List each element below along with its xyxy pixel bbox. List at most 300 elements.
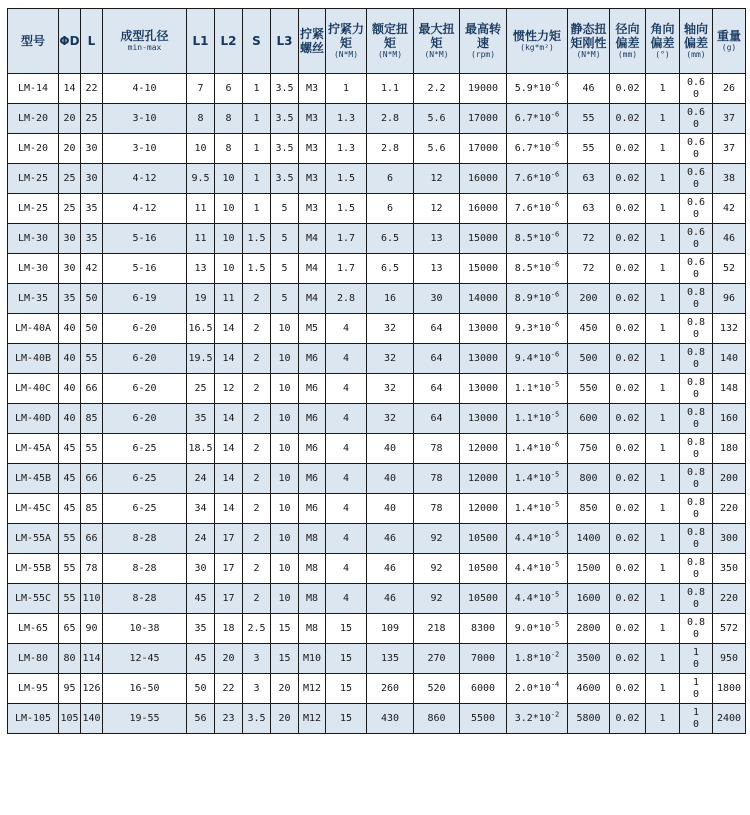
cell-tight-torque: 15 [326,614,367,644]
cell-l3: 10 [271,584,299,614]
cell-s: 1 [243,74,271,104]
header-radial: 径向偏差 (mm) [610,9,646,74]
cell-model: LM-65 [8,614,59,644]
axial-bottom: 0 [692,628,700,640]
table-row [8,494,746,524]
cell-screw: M12 [299,704,326,734]
cell-model: LM-40C [8,374,59,404]
cell-bore: 4-10 [103,74,187,104]
header-l: L [81,9,103,74]
inertia-exponent: -2 [550,710,560,719]
cell-angular: 1 [646,584,680,614]
cell-rated-torque: 6.5 [367,224,414,254]
cell-tight-torque: 4 [326,554,367,584]
cell-screw: M6 [299,434,326,464]
cell-od: 65 [59,614,81,644]
cell-tight-torque: 2.8 [326,284,367,314]
cell-max-torque: 5.6 [414,104,460,134]
cell-l1: 45 [187,644,215,674]
inertia-base: 6.7*10 [514,113,551,124]
header-rated-torque: 额定扭矩 (N*M) [367,9,414,74]
cell-max-torque: 78 [414,494,460,524]
table-row [8,194,746,224]
cell-stiffness: 550 [568,374,610,404]
cell-l1: 45 [187,584,215,614]
cell-l3: 10 [271,374,299,404]
cell-tight-torque: 1.7 [326,224,367,254]
cell-s: 1 [243,134,271,164]
cell-max-speed: 12000 [460,494,507,524]
cell-weight: 132 [713,314,746,344]
cell-bore: 12-45 [103,644,187,674]
cell-radial: 0.02 [610,614,646,644]
cell-radial: 0.02 [610,644,646,674]
cell-angular: 1 [646,554,680,584]
cell-angular: 1 [646,464,680,494]
cell-l3: 10 [271,404,299,434]
cell-l3: 3.5 [271,104,299,134]
inertia-base: 4.4*10 [514,563,551,574]
cell-l: 66 [81,464,103,494]
cell-radial: 0.02 [610,224,646,254]
cell-l: 50 [81,314,103,344]
header-model: 型号 [8,9,59,74]
cell-bore: 6-20 [103,314,187,344]
cell-max-speed: 15000 [460,254,507,284]
cell-l: 50 [81,284,103,314]
cell-od: 95 [59,674,81,704]
cell-angular: 1 [646,524,680,554]
cell-bore: 8-28 [103,584,187,614]
cell-max-torque: 860 [414,704,460,734]
cell-angular: 1 [646,164,680,194]
cell-tight-torque: 4 [326,464,367,494]
cell-max-torque: 92 [414,524,460,554]
table-row [8,584,746,614]
cell-inertia [507,494,568,524]
cell-l2: 14 [215,434,243,464]
cell-tight-torque: 1.7 [326,254,367,284]
inertia-base: 6.7*10 [514,143,551,154]
cell-l1: 8 [187,104,215,134]
cell-l3: 10 [271,344,299,374]
inertia-base: 9.0*10 [514,623,551,634]
cell-l1: 18.5 [187,434,215,464]
inertia-base: 2.0*10 [514,683,551,694]
cell-model: LM-45B [8,464,59,494]
cell-l3: 3.5 [271,74,299,104]
cell-od: 35 [59,284,81,314]
table-row [8,284,746,314]
inertia-exponent: -6 [550,80,560,89]
axial-top: 0.8 [686,586,706,598]
axial-bottom: 0 [692,508,700,520]
cell-rated-torque: 135 [367,644,414,674]
axial-top: 0.8 [686,526,706,538]
cell-l2: 10 [215,254,243,284]
cell-radial: 0.02 [610,704,646,734]
cell-rated-torque: 109 [367,614,414,644]
cell-s: 2 [243,374,271,404]
axial-top: 0.6 [686,76,706,88]
cell-od: 40 [59,344,81,374]
cell-inertia [507,704,568,734]
cell-max-speed: 10500 [460,524,507,554]
inertia-base: 1.4*10 [514,443,551,454]
axial-bottom: 0 [692,448,700,460]
cell-stiffness: 2800 [568,614,610,644]
cell-rated-torque: 1.1 [367,74,414,104]
cell-weight: 220 [713,584,746,614]
header-bore: 成型孔径 min-max [103,9,187,74]
cell-screw: M3 [299,104,326,134]
cell-weight: 572 [713,614,746,644]
cell-bore: 6-25 [103,434,187,464]
cell-inertia [507,104,568,134]
cell-weight: 1800 [713,674,746,704]
cell-tight-torque: 4 [326,434,367,464]
cell-tight-torque: 4 [326,314,367,344]
cell-max-speed: 15000 [460,224,507,254]
cell-l3: 10 [271,554,299,584]
axial-top: 0.8 [686,406,706,418]
table-row [8,704,746,734]
cell-l1: 56 [187,704,215,734]
cell-l3: 15 [271,614,299,644]
axial-top: 0.6 [686,256,706,268]
table-row [8,434,746,464]
cell-model: LM-14 [8,74,59,104]
cell-radial: 0.02 [610,104,646,134]
cell-l: 35 [81,194,103,224]
cell-angular: 1 [646,104,680,134]
axial-top: 0.8 [686,436,706,448]
cell-model: LM-25 [8,194,59,224]
cell-angular: 1 [646,284,680,314]
cell-s: 2 [243,524,271,554]
cell-weight: 2400 [713,704,746,734]
cell-stiffness: 450 [568,314,610,344]
cell-stiffness: 800 [568,464,610,494]
inertia-exponent: -5 [550,500,560,509]
cell-bore: 3-10 [103,134,187,164]
cell-rated-torque: 40 [367,464,414,494]
cell-weight: 350 [713,554,746,584]
cell-stiffness: 3500 [568,644,610,674]
cell-rated-torque: 16 [367,284,414,314]
header-inertia: 惯性力矩 (kg*m²) [507,9,568,74]
cell-inertia [507,644,568,674]
cell-od: 25 [59,194,81,224]
cell-max-speed: 6000 [460,674,507,704]
cell-bore: 8-28 [103,524,187,554]
inertia-exponent: -4 [550,680,560,689]
cell-l: 126 [81,674,103,704]
cell-stiffness: 1400 [568,524,610,554]
inertia-base: 1.8*10 [514,653,551,664]
cell-screw: M3 [299,134,326,164]
cell-screw: M8 [299,614,326,644]
cell-rated-torque: 40 [367,494,414,524]
cell-l2: 6 [215,74,243,104]
cell-model: LM-105 [8,704,59,734]
cell-l1: 19.5 [187,344,215,374]
cell-stiffness: 46 [568,74,610,104]
cell-rated-torque: 6.5 [367,254,414,284]
cell-l: 25 [81,104,103,134]
header-angular-unit: (°) [655,50,670,59]
cell-bore: 6-25 [103,464,187,494]
cell-od: 80 [59,644,81,674]
cell-s: 2 [243,464,271,494]
cell-screw: M3 [299,164,326,194]
cell-tight-torque: 1.5 [326,194,367,224]
cell-max-torque: 30 [414,284,460,314]
cell-l1: 35 [187,614,215,644]
cell-inertia [507,434,568,464]
cell-radial: 0.02 [610,404,646,434]
inertia-base: 1.1*10 [514,413,551,424]
cell-max-speed: 16000 [460,194,507,224]
inertia-exponent: -5 [550,560,560,569]
cell-max-speed: 5500 [460,704,507,734]
inertia-exponent: -6 [550,350,560,359]
cell-l2: 8 [215,134,243,164]
cell-bore: 10-38 [103,614,187,644]
header-bore-unit: min-max [127,43,162,52]
cell-screw: M6 [299,494,326,524]
cell-inertia [507,404,568,434]
cell-l: 55 [81,344,103,374]
cell-max-torque: 64 [414,374,460,404]
cell-radial: 0.02 [610,554,646,584]
axial-top: 0.8 [686,496,706,508]
axial-bottom: 0 [692,538,700,550]
cell-l: 30 [81,134,103,164]
cell-l2: 14 [215,494,243,524]
inertia-exponent: -5 [550,380,560,389]
cell-axial [680,704,713,734]
cell-screw: M6 [299,464,326,494]
cell-inertia [507,344,568,374]
axial-bottom: 0 [692,118,700,130]
cell-max-torque: 92 [414,584,460,614]
cell-max-torque: 64 [414,344,460,374]
axial-top: 1 [692,676,700,688]
inertia-exponent: -6 [550,260,560,269]
cell-l1: 34 [187,494,215,524]
cell-l1: 25 [187,374,215,404]
cell-model: LM-40B [8,344,59,374]
cell-max-speed: 16000 [460,164,507,194]
cell-s: 2 [243,284,271,314]
cell-l3: 10 [271,464,299,494]
cell-l3: 15 [271,644,299,674]
cell-model: LM-55A [8,524,59,554]
inertia-exponent: -6 [550,200,560,209]
cell-tight-torque: 4 [326,494,367,524]
axial-top: 0.6 [686,166,706,178]
cell-stiffness: 600 [568,404,610,434]
cell-l1: 24 [187,524,215,554]
axial-bottom: 0 [692,718,700,730]
table-row [8,524,746,554]
cell-weight: 38 [713,164,746,194]
cell-s: 2 [243,584,271,614]
header-rated-torque-unit: (N*M) [377,50,403,59]
cell-screw: M4 [299,284,326,314]
inertia-base: 8.5*10 [514,263,551,274]
header-max-speed: 最高转速 (rpm) [460,9,507,74]
cell-l1: 16.5 [187,314,215,344]
cell-radial: 0.02 [610,524,646,554]
cell-radial: 0.02 [610,674,646,704]
inertia-exponent: -6 [550,170,560,179]
header-l3: L3 [271,9,299,74]
cell-angular: 1 [646,224,680,254]
cell-inertia [507,74,568,104]
cell-l2: 10 [215,164,243,194]
cell-screw: M6 [299,404,326,434]
cell-s: 1.5 [243,224,271,254]
cell-max-speed: 17000 [460,104,507,134]
cell-od: 20 [59,104,81,134]
cell-s: 3.5 [243,704,271,734]
header-stiffness: 静态扭矩刚性 (N*M) [568,9,610,74]
cell-axial [680,614,713,644]
cell-screw: M3 [299,74,326,104]
table-row [8,224,746,254]
cell-rated-torque: 32 [367,344,414,374]
cell-axial [680,674,713,704]
cell-l1: 11 [187,194,215,224]
cell-max-torque: 218 [414,614,460,644]
cell-stiffness: 1500 [568,554,610,584]
table-row [8,614,746,644]
cell-l3: 20 [271,674,299,704]
cell-max-torque: 92 [414,554,460,584]
cell-l2: 17 [215,524,243,554]
cell-stiffness: 72 [568,224,610,254]
inertia-exponent: -6 [550,290,560,299]
cell-inertia [507,584,568,614]
cell-angular: 1 [646,704,680,734]
cell-od: 55 [59,584,81,614]
cell-axial [680,404,713,434]
cell-model: LM-30 [8,254,59,284]
cell-tight-torque: 1.3 [326,134,367,164]
cell-od: 45 [59,434,81,464]
cell-inertia [507,194,568,224]
cell-rated-torque: 2.8 [367,134,414,164]
cell-inertia [507,614,568,644]
table-row [8,104,746,134]
cell-tight-torque: 4 [326,374,367,404]
cell-axial [680,464,713,494]
axial-top: 0.6 [686,136,706,148]
inertia-exponent: -6 [550,140,560,149]
header-l1: L1 [187,9,215,74]
cell-stiffness: 55 [568,134,610,164]
inertia-exponent: -6 [550,440,560,449]
header-weight-unit: (g) [721,43,737,52]
cell-l3: 10 [271,314,299,344]
axial-top: 1 [692,706,700,718]
cell-model: LM-25 [8,164,59,194]
cell-stiffness: 55 [568,104,610,134]
cell-s: 1 [243,164,271,194]
cell-l: 66 [81,374,103,404]
cell-inertia [507,284,568,314]
cell-l1: 7 [187,74,215,104]
cell-l2: 10 [215,194,243,224]
cell-inertia [507,254,568,284]
axial-bottom: 0 [692,478,700,490]
cell-angular: 1 [646,254,680,284]
cell-l1: 13 [187,254,215,284]
cell-rated-torque: 32 [367,374,414,404]
cell-s: 2.5 [243,614,271,644]
cell-l2: 14 [215,404,243,434]
cell-bore: 5-16 [103,254,187,284]
cell-model: LM-20 [8,104,59,134]
cell-screw: M4 [299,224,326,254]
axial-top: 0.6 [686,106,706,118]
cell-l3: 3.5 [271,134,299,164]
cell-max-torque: 5.6 [414,134,460,164]
cell-stiffness: 72 [568,254,610,284]
cell-rated-torque: 32 [367,314,414,344]
cell-inertia [507,134,568,164]
cell-tight-torque: 1 [326,74,367,104]
cell-weight: 300 [713,524,746,554]
cell-bore: 4-12 [103,194,187,224]
table-row [8,554,746,584]
header-tight-torque: 拧紧力矩 (N*M) [326,9,367,74]
cell-s: 2 [243,554,271,584]
cell-model: LM-30 [8,224,59,254]
inertia-exponent: -6 [550,320,560,329]
axial-top: 0.8 [686,376,706,388]
cell-inertia [507,374,568,404]
cell-od: 55 [59,554,81,584]
table-row [8,74,746,104]
cell-weight: 148 [713,374,746,404]
cell-angular: 1 [646,404,680,434]
cell-weight: 42 [713,194,746,224]
inertia-base: 4.4*10 [514,533,551,544]
cell-l2: 17 [215,584,243,614]
cell-l2: 14 [215,464,243,494]
cell-axial [680,584,713,614]
cell-weight: 180 [713,434,746,464]
cell-l1: 9.5 [187,164,215,194]
cell-l3: 5 [271,224,299,254]
cell-screw: M6 [299,344,326,374]
axial-top: 1 [692,646,700,658]
cell-od: 40 [59,404,81,434]
cell-max-torque: 13 [414,254,460,284]
cell-rated-torque: 6 [367,194,414,224]
cell-bore: 6-25 [103,494,187,524]
cell-weight: 200 [713,464,746,494]
cell-screw: M8 [299,524,326,554]
cell-od: 40 [59,314,81,344]
header-inertia-unit: (kg*m²) [520,43,554,52]
cell-max-torque: 270 [414,644,460,674]
cell-l1: 10 [187,134,215,164]
axial-bottom: 0 [692,688,700,700]
